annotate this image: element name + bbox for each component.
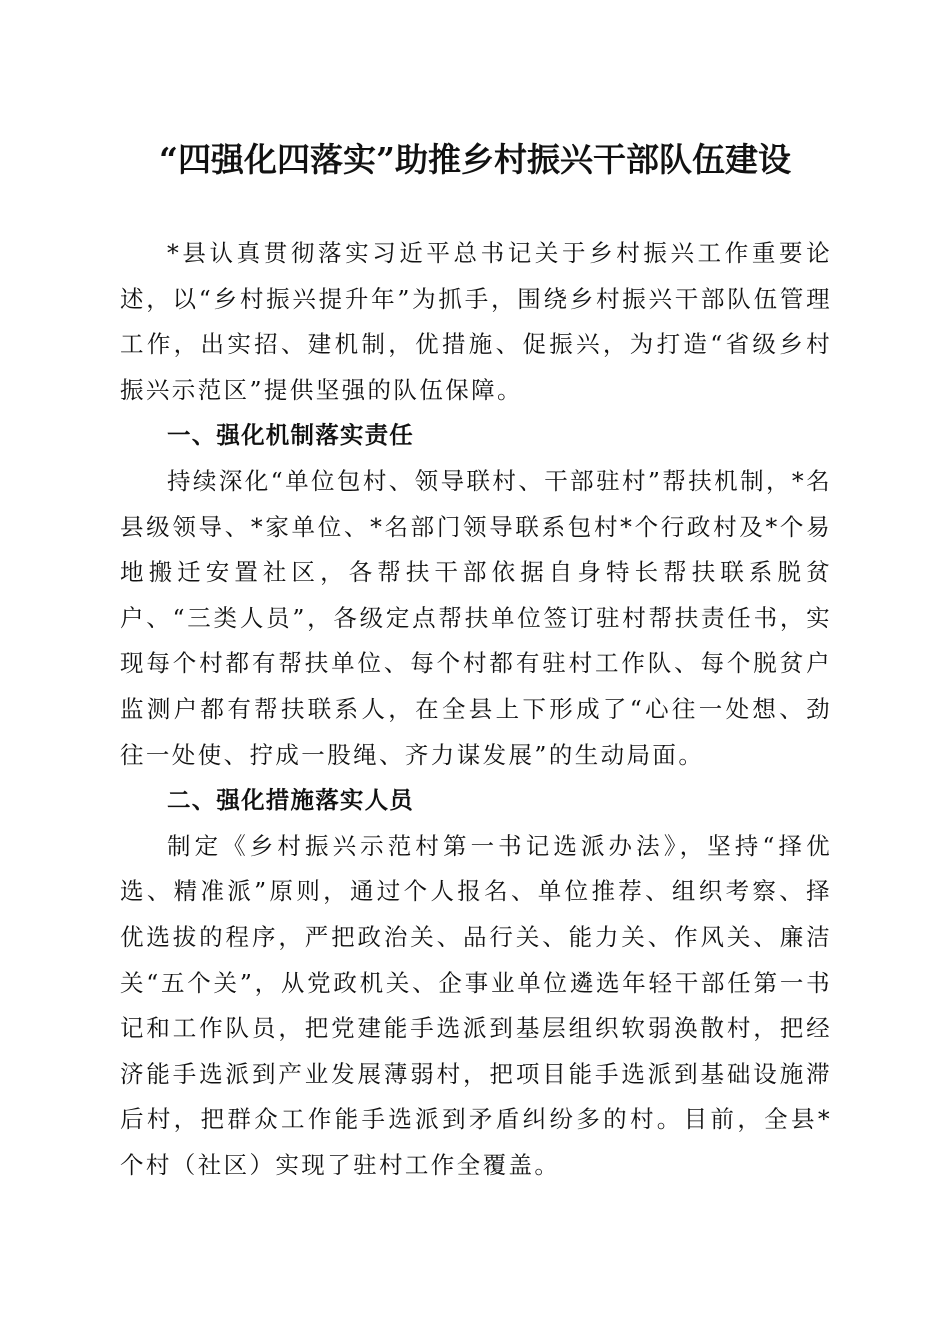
section-paragraph-1: 持续深化“单位包村、领导联村、干部驻村”帮扶机制，*名县级领导、*家单位、*名部门领导联系包村*个行政村及*个易地搬迁安置社区，各帮扶干部依据自身特长帮扶联系脱贫户、“三类人员”，各级定点帮扶单位签订驻村帮扶责任书，实现每个村都有帮扶单位、每个村都有驻村工作队、每个脱贫户监测户都有帮扶联系人，在全县上下形成了“心往一处想、劲往一处使、拧成一股绳、齐力谋发展”的生动局面。 (120, 466, 832, 769)
document-title: “四强化四落实”助推乡村振兴干部队伍建设 (159, 140, 791, 179)
section-heading-2: 二、强化措施落实人员 (167, 786, 414, 815)
intro-paragraph: *县认真贯彻落实习近平总书记关于乡村振兴工作重要论述，以“乡村振兴提升年”为抓手，围绕乡村振兴干部队伍管理工作，出实招、建机制，优措施、促振兴，为打造“省级乡村振兴示范区”提供坚强的队伍保障。 (120, 239, 832, 404)
section-heading-1: 一、强化机制落实责任 (167, 421, 414, 450)
document-body (120, 231, 832, 1188)
section-paragraph-2: 制定《乡村振兴示范村第一书记选派办法》，坚持“择优选、精准派”原则，通过个人报名、单位推荐、组织考察、择优选拔的程序，严把政治关、品行关、能力关、作风关、廉洁关“五个关”，从党政机关、企事业单位遴选年轻干部任第一书记和工作队员，把党建能手选派到基层组织软弱涣散村，把经济能手选派到产业发展薄弱村，把项目能手选派到基础设施滞后村，把群众工作能手选派到矛盾纠纷多的村。目前，全县*个村（社区）实现了驻村工作全覆盖。 (120, 831, 832, 1179)
